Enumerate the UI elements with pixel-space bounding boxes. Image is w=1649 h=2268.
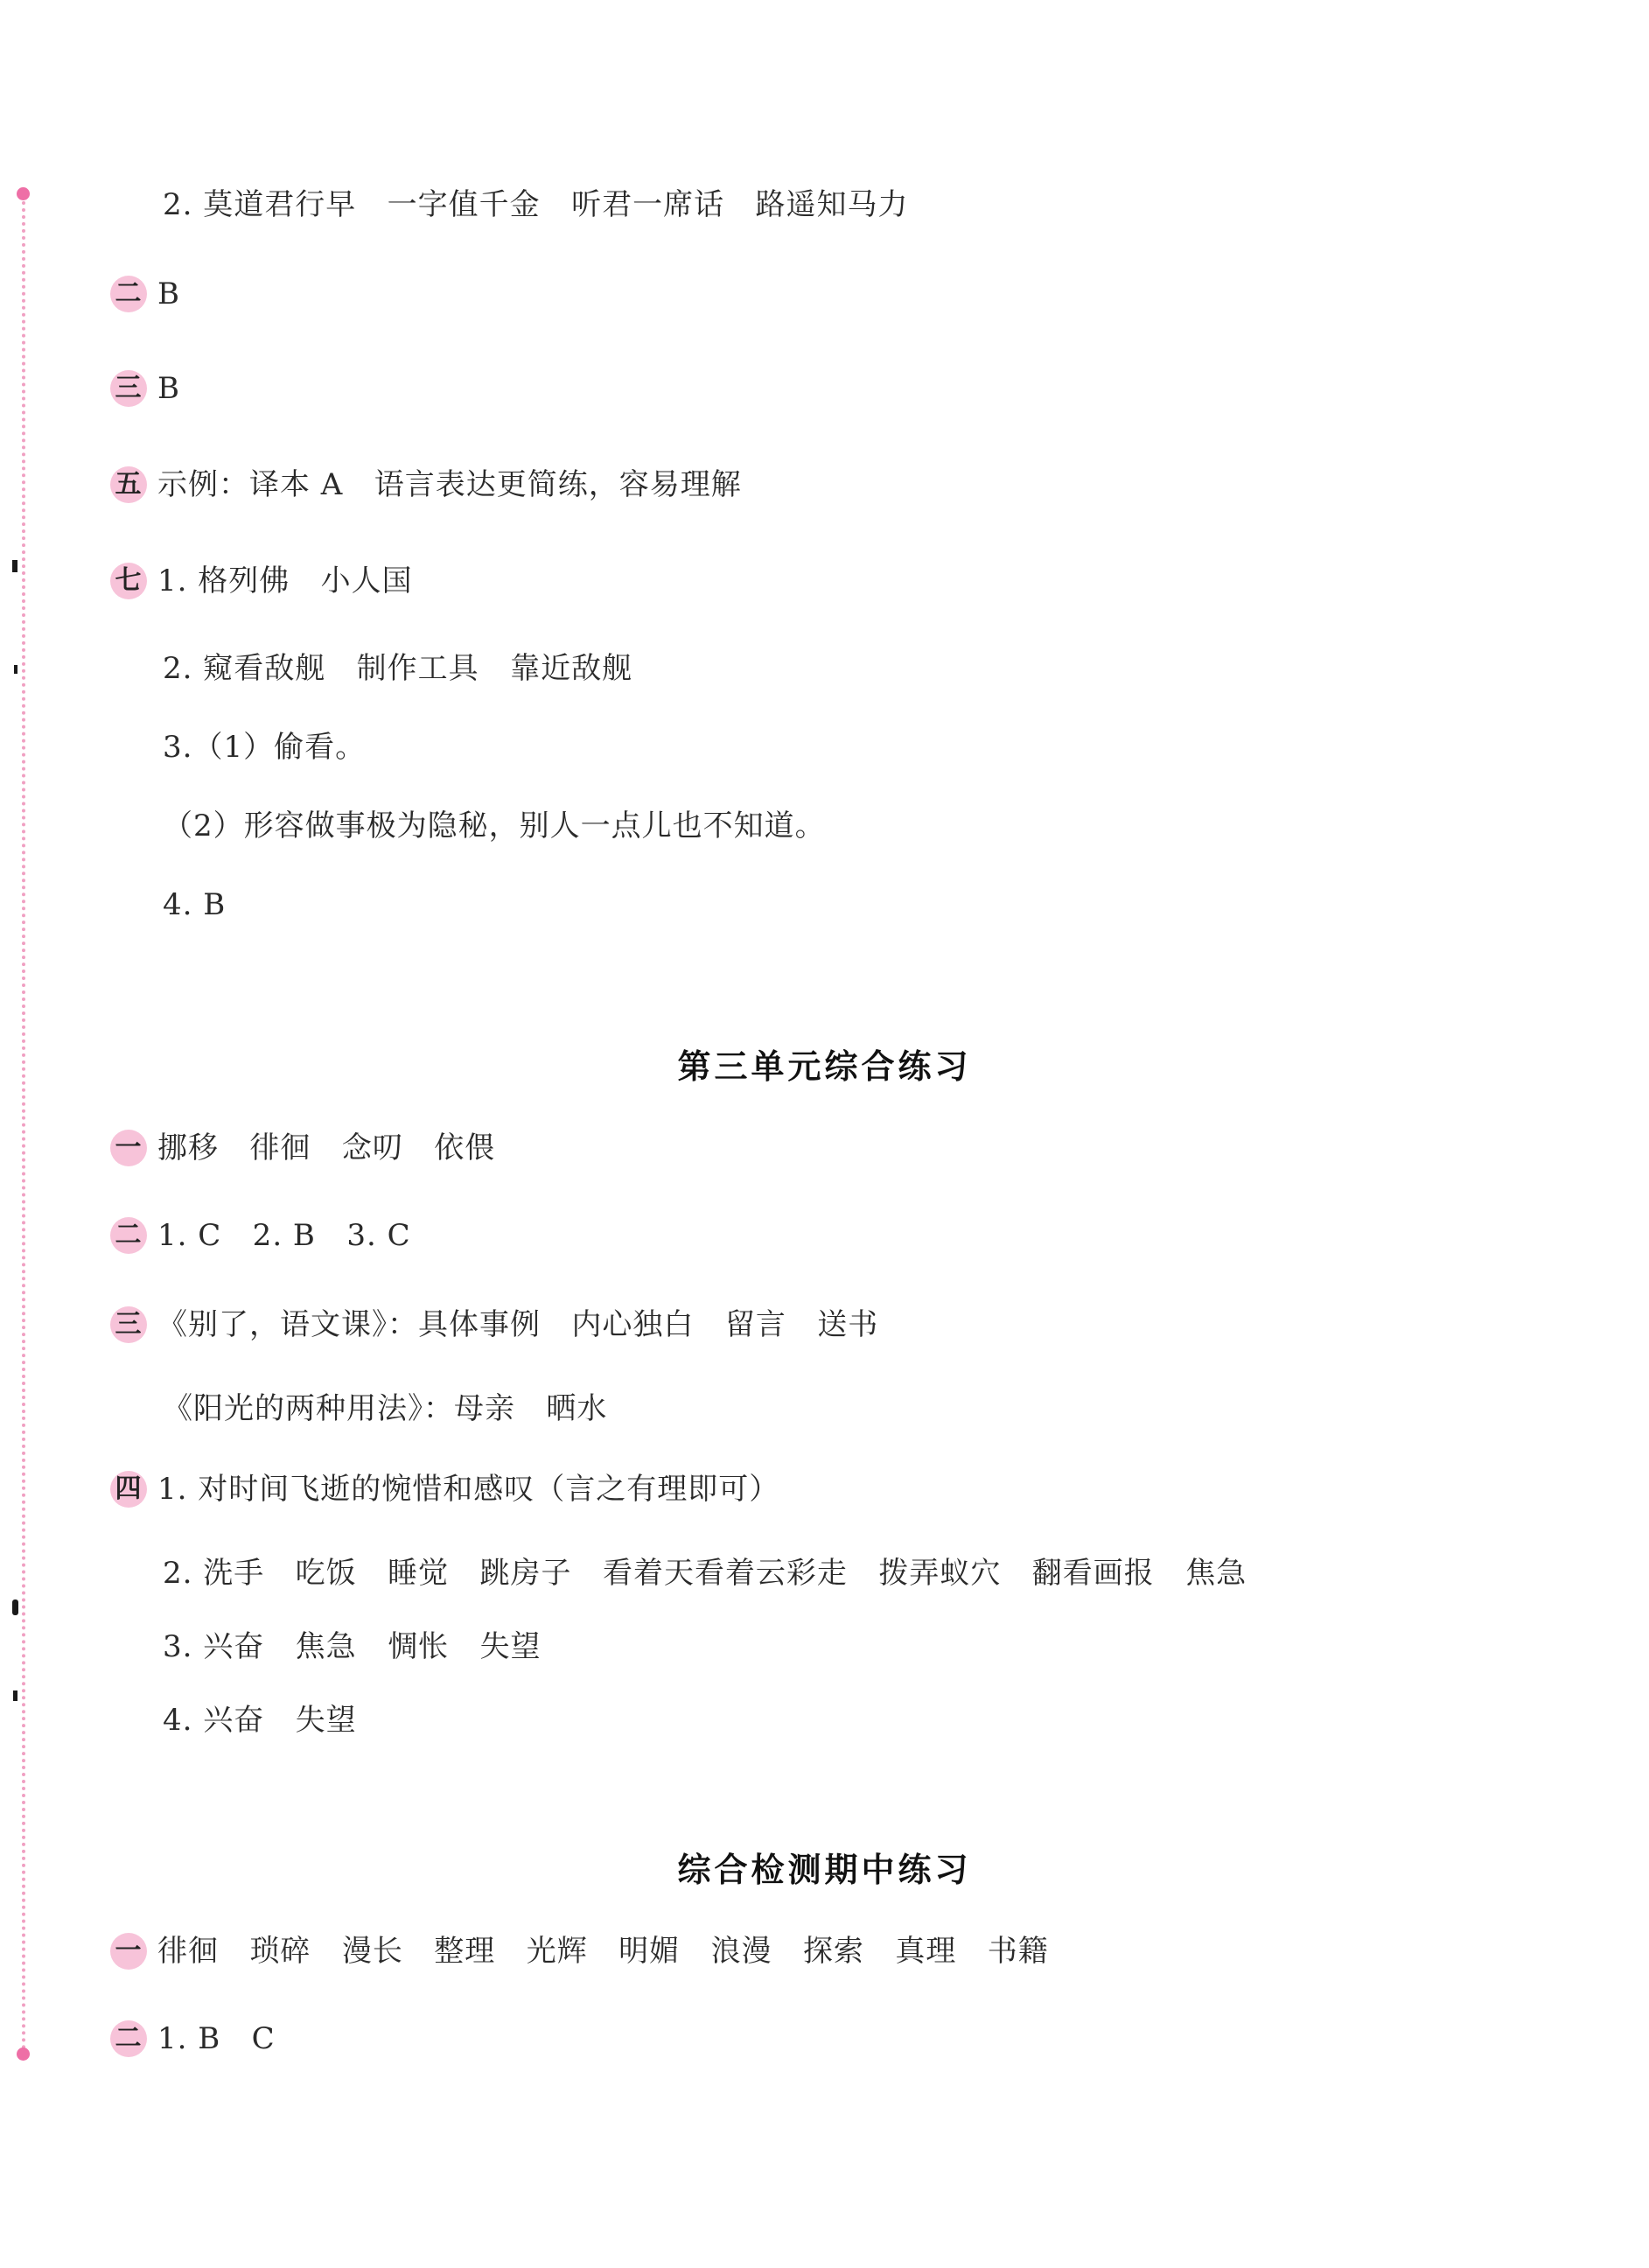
answer-line: 二 1. C 2. B 3. C [110,1214,411,1255]
question-number-badge: 四 [110,1471,147,1508]
scan-mark [13,1690,17,1701]
margin-dot-top [17,187,30,200]
answer-line: 二 1. B C [110,2018,276,2058]
question-number-badge: 七 [110,563,147,599]
answer-line: 五 示例：译本 A 语言表达更简练，容易理解 [110,464,742,504]
answer-line: 二 B [110,273,180,313]
answer-line: 四 1. 对时间飞逝的惋惜和感叹（言之有理即可） [110,1468,779,1508]
answer-line: 4. 兴奋 失望 [163,1703,357,1738]
question-number-badge: 五 [110,466,147,503]
answer-line: 3.（1）偷看。 [163,730,367,765]
question-number-badge: 二 [110,276,147,312]
section-heading: 第三单元综合练习 [677,1047,972,1086]
question-number-badge: 一 [110,1933,147,1970]
scan-mark [12,1600,18,1615]
answer-line: 三 B [110,368,180,408]
margin-dotted-line [22,194,25,2058]
answer-line: 《阳光的两种用法》：母亲 晒水 [163,1391,608,1426]
question-number-badge: 三 [110,370,147,407]
section-heading: 综合检测期中练习 [677,1851,972,1889]
margin-dot-bottom [17,2048,30,2061]
scan-mark [14,665,17,674]
answer-line: 三 《别了，语文课》：具体事例 内心独白 留言 送书 [110,1304,878,1344]
question-number-badge: 二 [110,1217,147,1254]
answer-line: 一 挪移 徘徊 念叨 依偎 [110,1127,495,1167]
answer-line: 2. 窥看敌舰 制作工具 靠近敌舰 [163,651,633,686]
answer-line: 一 徘徊 琐碎 漫长 整理 光辉 明媚 浪漫 探索 真理 书籍 [110,1930,1049,1970]
answer-line: 3. 兴奋 焦急 惆怅 失望 [163,1629,542,1664]
answer-line: 2. 洗手 吃饭 睡觉 跳房子 看着天看着云彩走 拨弄蚁穴 翻看画报 焦急 [163,1556,1247,1591]
question-number-badge: 一 [110,1130,147,1166]
answer-line: 七 1. 格列佛 小人国 [110,560,413,600]
answer-line: （2）形容做事极为隐秘，别人一点儿也不知道。 [163,808,826,844]
answer-line: 2. 莫道君行早 一字值千金 听君一席话 路遥知马力 [163,187,909,222]
answer-line: 4. B [163,887,227,922]
question-number-badge: 二 [110,2020,147,2057]
scan-mark [12,560,17,572]
question-number-badge: 三 [110,1306,147,1343]
